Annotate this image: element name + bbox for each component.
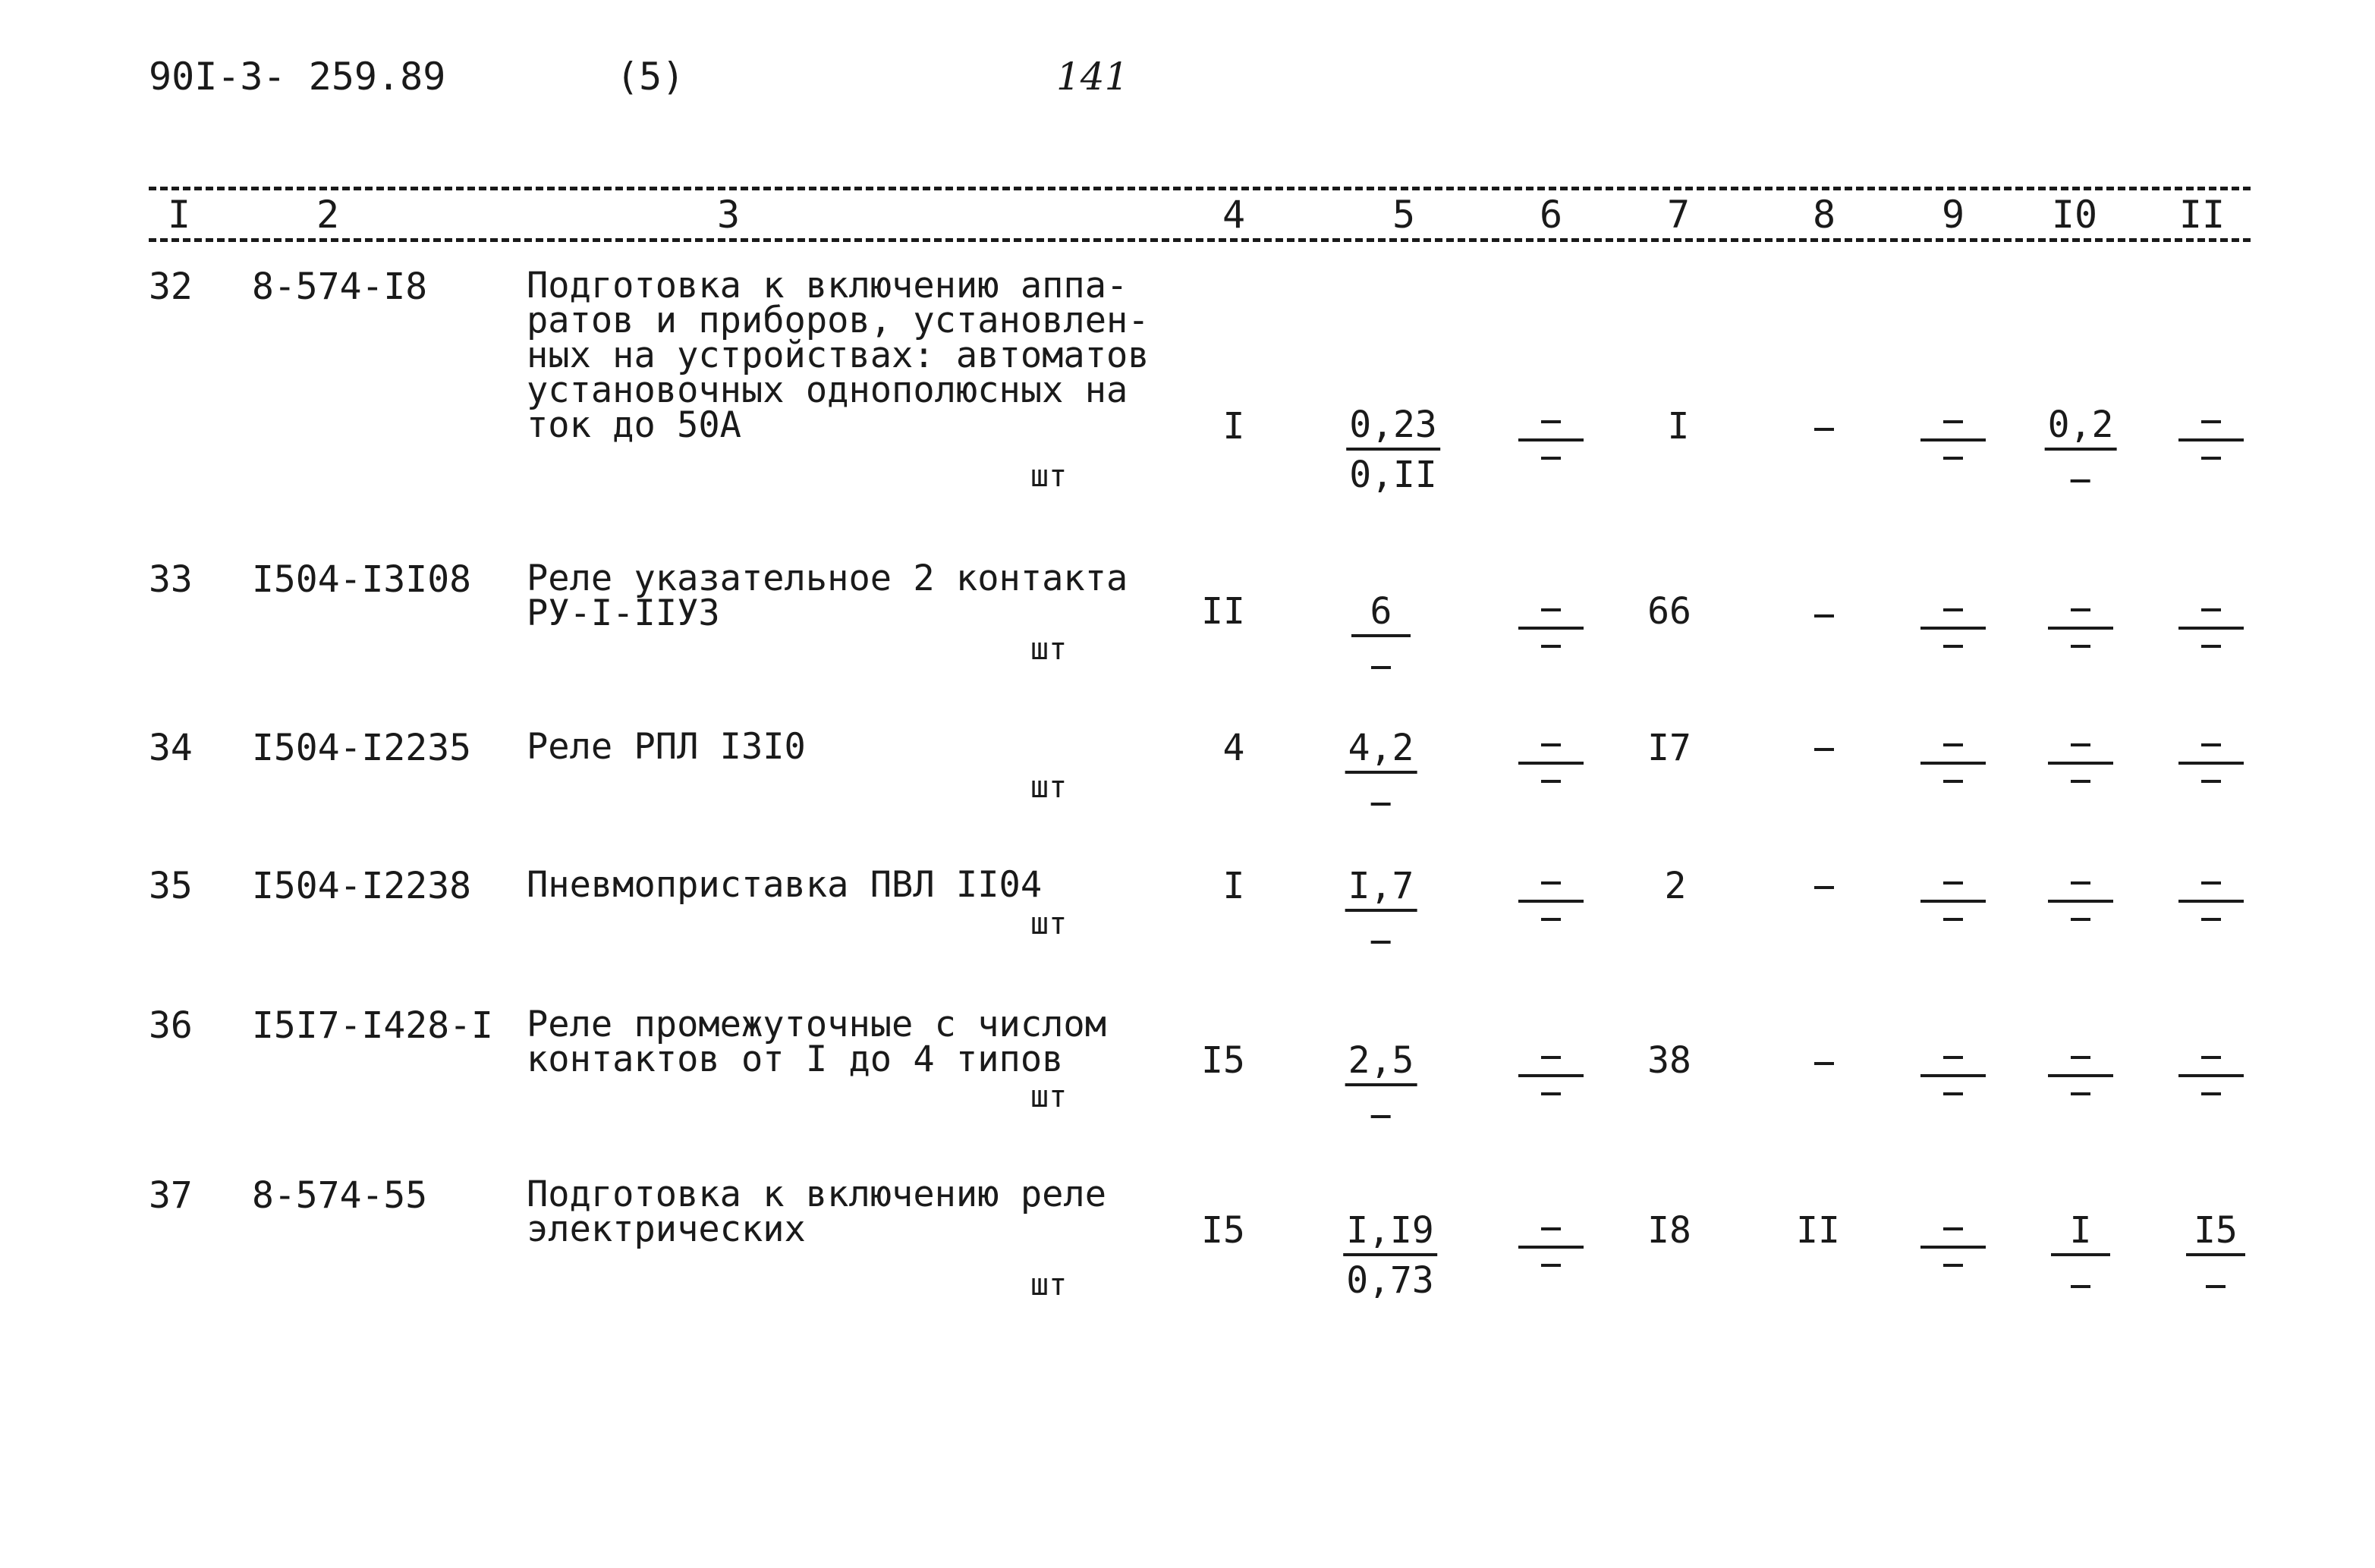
work-description: Подготовка к включению реле электрических bbox=[527, 1174, 1107, 1250]
rate-code: I504-I3I08 bbox=[252, 558, 471, 601]
row-number: 36 bbox=[149, 1004, 193, 1047]
dash-fraction-col-9 bbox=[1920, 743, 1986, 789]
unit-of-measure: шт bbox=[1030, 1268, 1068, 1302]
quantity: II bbox=[1201, 590, 1245, 633]
fraction-numerator: 4,2 bbox=[1345, 730, 1417, 774]
fraction-numerator: I bbox=[2051, 1212, 2110, 1256]
fraction-col-5 bbox=[1345, 727, 1417, 816]
column-number-6: 6 bbox=[1539, 193, 1563, 237]
work-description: Подготовка к включению аппа-ратов и приборов, установлен-ных на устройствах: автоматов установочных однополюсных на ток до 50А bbox=[527, 265, 1150, 446]
column-number-10: I0 bbox=[2051, 193, 2098, 237]
fraction-col-5 bbox=[1343, 1209, 1437, 1302]
fraction-col-5 bbox=[1345, 865, 1417, 954]
column-number-3: 3 bbox=[716, 193, 741, 237]
rate-code: 8-574-55 bbox=[252, 1174, 428, 1217]
unit-of-measure: шт bbox=[1030, 1079, 1068, 1114]
fraction-denominator: 0,73 bbox=[1346, 1259, 1434, 1302]
dash-fraction-col-10 bbox=[2048, 608, 2113, 654]
dash-fraction-col-9 bbox=[1920, 1056, 1986, 1101]
work-description: Пневмоприставка ПВЛ II04 bbox=[527, 864, 1043, 906]
dash-col-8 bbox=[1814, 614, 1834, 617]
document-code: 90I-3- 259.89 bbox=[149, 55, 446, 99]
column-number-8: 8 bbox=[1812, 193, 1836, 237]
dash-fraction-col-6 bbox=[1518, 608, 1584, 654]
column-number-1: I bbox=[167, 193, 191, 237]
value-col-7: 66 bbox=[1647, 590, 1691, 633]
dash-fraction-col-10 bbox=[2048, 881, 2113, 927]
dash-col-8 bbox=[1814, 1062, 1834, 1065]
column-number-2: 2 bbox=[316, 193, 340, 237]
row-number: 32 bbox=[149, 266, 193, 308]
dash-col-8 bbox=[1814, 748, 1834, 751]
value-col-7: 38 bbox=[1647, 1039, 1691, 1082]
fraction-col-10 bbox=[2045, 404, 2117, 493]
unit-of-measure: шт bbox=[1030, 632, 1068, 667]
rate-code: 8-574-I8 bbox=[252, 266, 428, 308]
dash-fraction-col-6 bbox=[1518, 1227, 1584, 1273]
fraction-col-5 bbox=[1346, 404, 1440, 496]
unit-of-measure: шт bbox=[1030, 459, 1068, 494]
sheet-number: (5) bbox=[616, 55, 685, 99]
fraction-numerator: I,I9 bbox=[1343, 1212, 1437, 1256]
column-number-7: 7 bbox=[1666, 193, 1691, 237]
value-col-7: I8 bbox=[1647, 1209, 1691, 1252]
dash-fraction-col-6 bbox=[1518, 1056, 1584, 1101]
quantity: I bbox=[1222, 865, 1245, 907]
dash-fraction-col-11 bbox=[2178, 743, 2244, 789]
fraction-col-10 bbox=[2051, 1209, 2110, 1299]
quantity: 4 bbox=[1222, 727, 1245, 769]
fraction-col-5 bbox=[1345, 1039, 1417, 1129]
quantity: I5 bbox=[1201, 1209, 1245, 1252]
rate-code: I504-I2238 bbox=[252, 865, 471, 907]
dash-col-8 bbox=[1814, 428, 1834, 431]
work-description: Реле промежуточные с числом контактов от I до 4 типов bbox=[527, 1004, 1107, 1080]
table-header-top-rule bbox=[149, 187, 2251, 190]
dash-fraction-col-9 bbox=[1920, 608, 1986, 654]
unit-of-measure: шт bbox=[1030, 770, 1068, 805]
quantity: I5 bbox=[1201, 1039, 1245, 1082]
fraction-numerator: 0,2 bbox=[2045, 407, 2117, 451]
fraction-numerator: I,7 bbox=[1345, 868, 1417, 912]
column-number-4: 4 bbox=[1222, 193, 1246, 237]
dash-fraction-col-9 bbox=[1920, 1227, 1986, 1273]
dash-fraction-col-11 bbox=[2178, 608, 2244, 654]
fraction-col-5 bbox=[1351, 590, 1411, 680]
column-number-11: II bbox=[2178, 193, 2226, 237]
value-col-8: II bbox=[1796, 1209, 1840, 1252]
rate-code: I504-I2235 bbox=[252, 727, 471, 769]
value-col-7: I bbox=[1667, 405, 1690, 448]
column-number-9: 9 bbox=[1941, 193, 1965, 237]
dash-fraction-col-11 bbox=[2178, 1056, 2244, 1101]
dash-fraction-col-6 bbox=[1518, 420, 1584, 466]
quantity: I bbox=[1222, 405, 1245, 448]
page-number: 141 bbox=[1056, 55, 1129, 99]
dash-fraction-col-6 bbox=[1518, 881, 1584, 927]
row-number: 37 bbox=[149, 1174, 193, 1217]
fraction-denominator: 0,II bbox=[1349, 454, 1437, 496]
dash-fraction-col-9 bbox=[1920, 881, 1986, 927]
fraction-numerator: 6 bbox=[1351, 593, 1411, 637]
fraction-numerator: 2,5 bbox=[1345, 1042, 1417, 1086]
fraction-col-11 bbox=[2186, 1209, 2245, 1299]
work-description: Реле РПЛ I3I0 bbox=[527, 726, 806, 768]
dash-col-8 bbox=[1814, 886, 1834, 889]
dash-fraction-col-11 bbox=[2178, 881, 2244, 927]
value-col-7: 2 bbox=[1664, 865, 1687, 907]
dash-fraction-col-10 bbox=[2048, 743, 2113, 789]
work-description: Реле указательное 2 контакта РУ-I-IIУ3 bbox=[527, 558, 1128, 634]
table-header-bottom-rule bbox=[149, 238, 2251, 242]
row-number: 35 bbox=[149, 865, 193, 907]
row-number: 33 bbox=[149, 558, 193, 601]
column-number-5: 5 bbox=[1392, 193, 1416, 237]
dash-fraction-col-6 bbox=[1518, 743, 1584, 789]
dash-fraction-col-11 bbox=[2178, 420, 2244, 466]
dash-fraction-col-10 bbox=[2048, 1056, 2113, 1101]
unit-of-measure: шт bbox=[1030, 907, 1068, 941]
fraction-numerator: I5 bbox=[2186, 1212, 2245, 1256]
dash-fraction-col-9 bbox=[1920, 420, 1986, 466]
rate-code: I5I7-I428-I bbox=[252, 1004, 493, 1047]
value-col-7: I7 bbox=[1647, 727, 1691, 769]
row-number: 34 bbox=[149, 727, 193, 769]
fraction-numerator: 0,23 bbox=[1346, 407, 1440, 451]
